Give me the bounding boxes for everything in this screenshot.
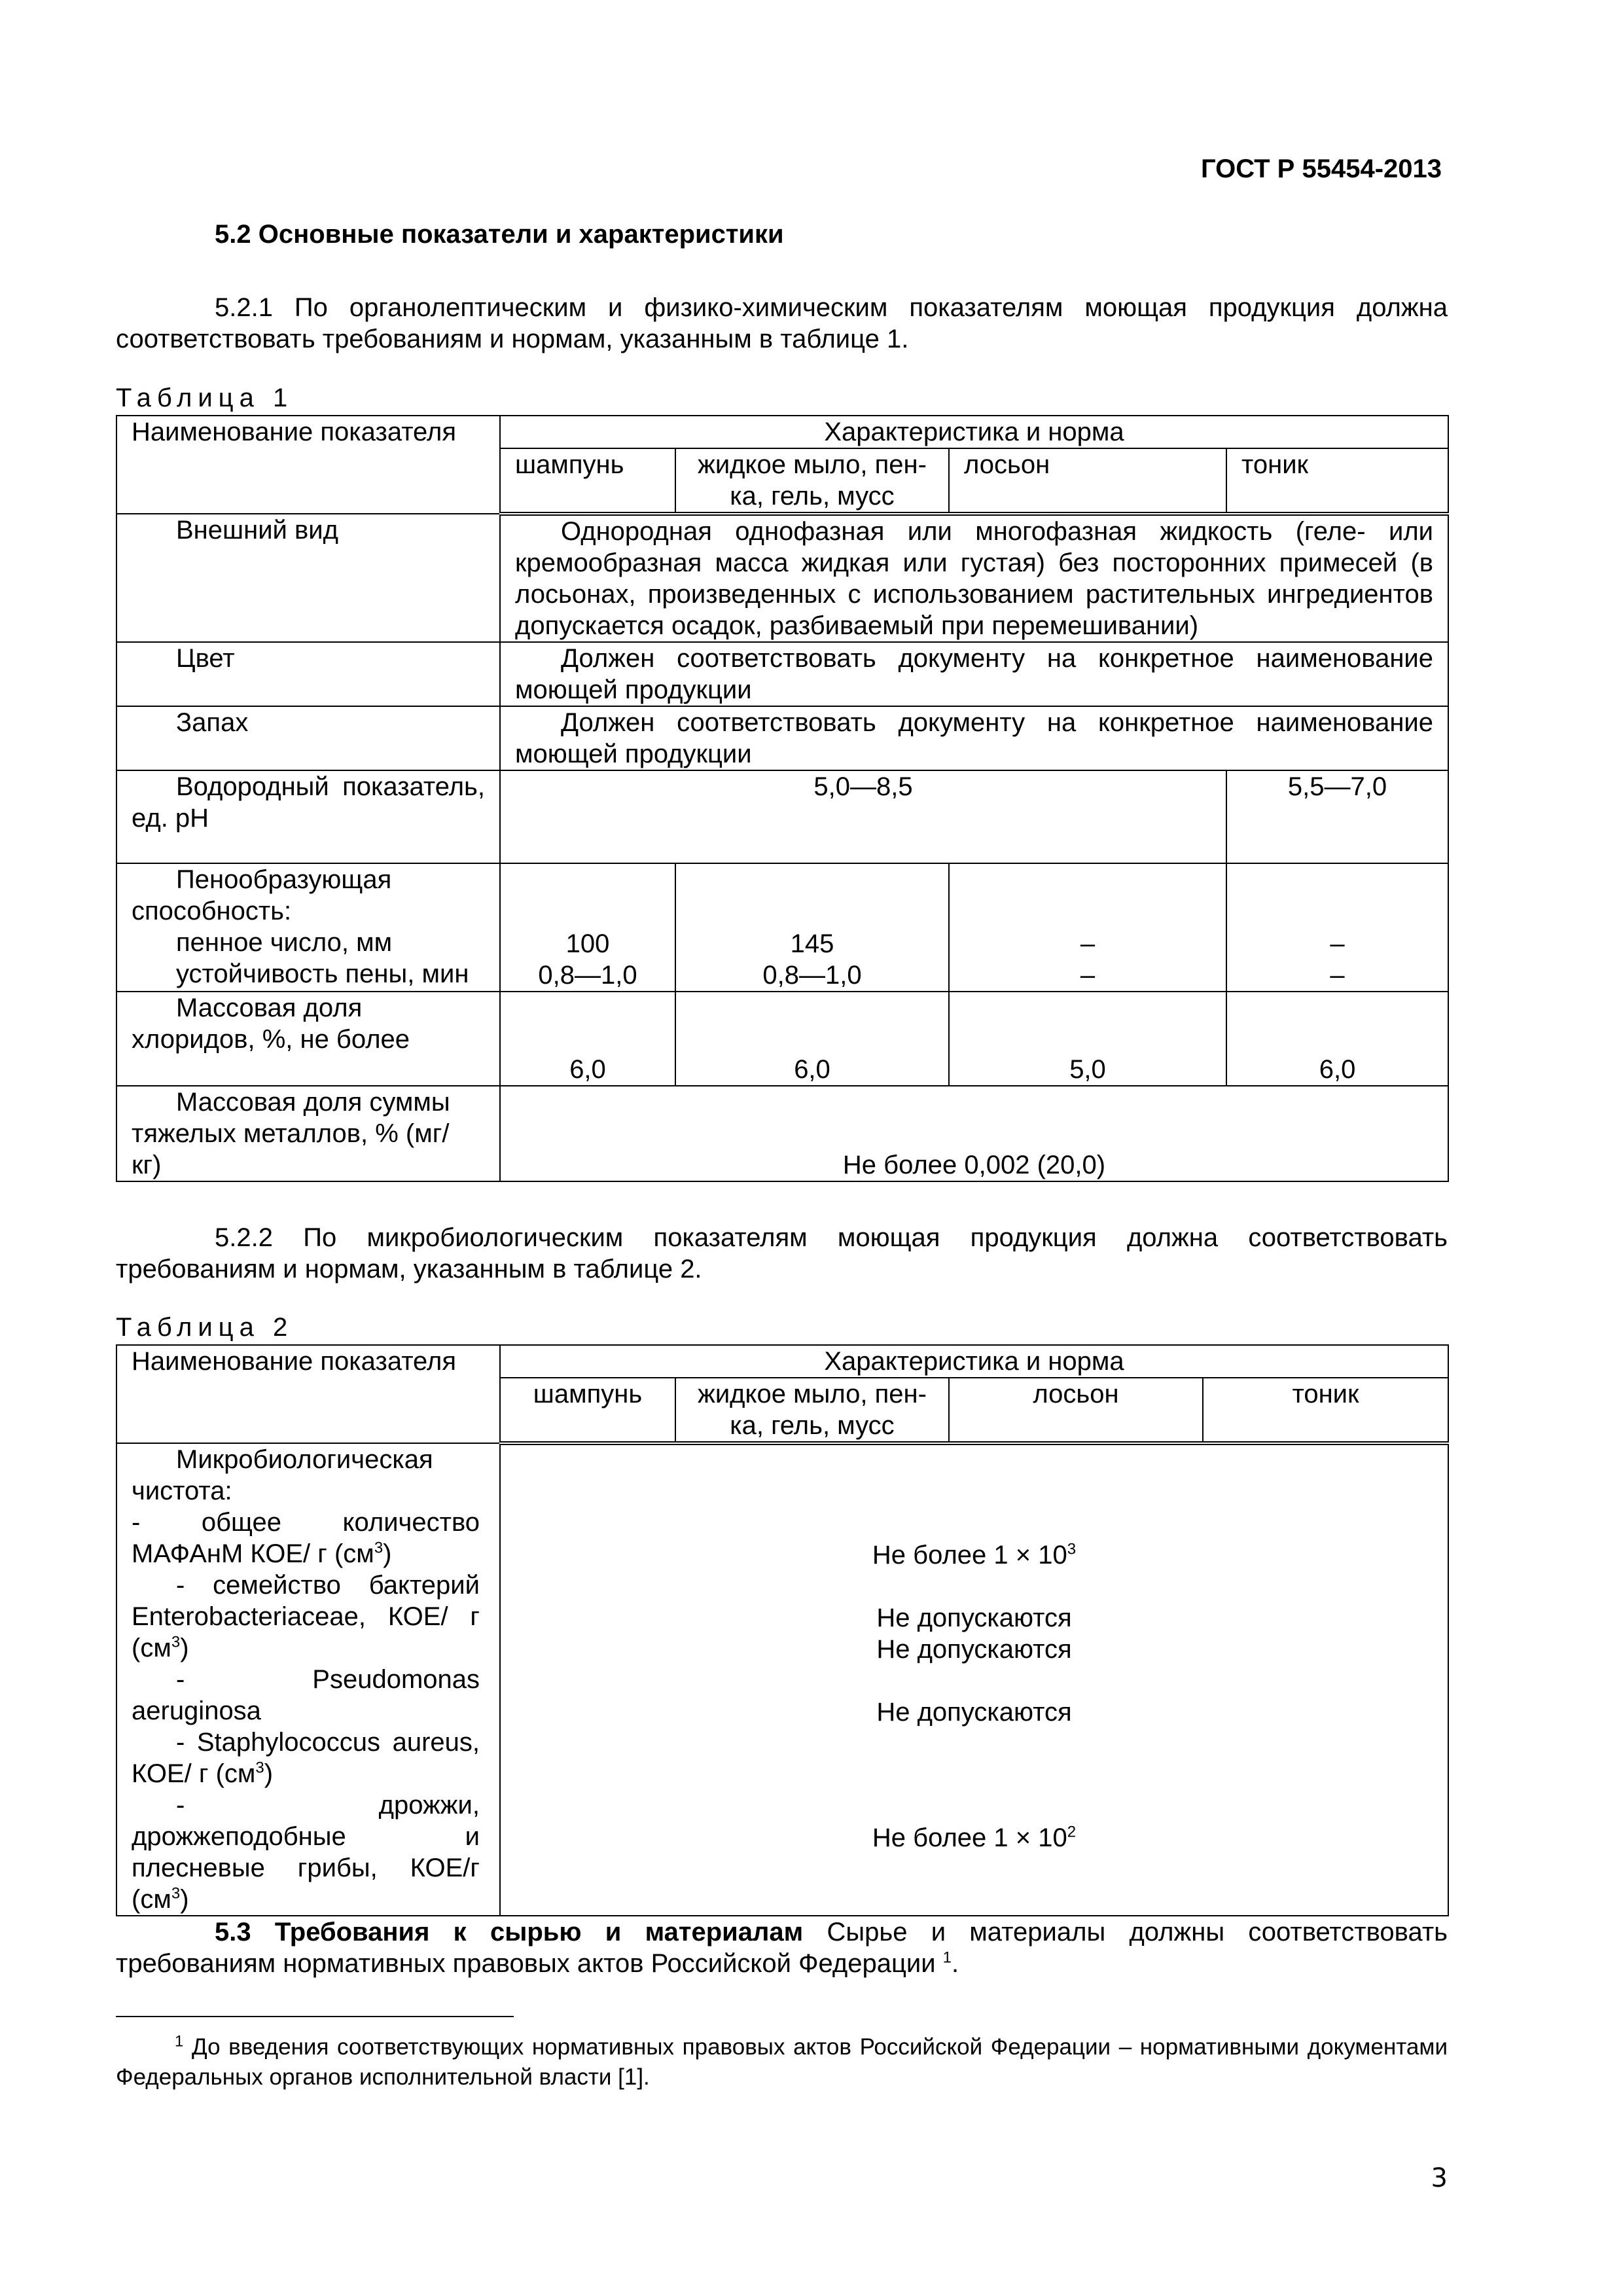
table1-chlorides-lotion: 5,0 [949,992,1226,1086]
footnote-text: До введения соответствующих нормативных правовых актов Российской Федерации – нормативными документами Федеральных органов исполнительной власти [1]. [116,2034,1448,2090]
table1-caption: Таблица 1 [116,384,294,412]
superscript: 3 [1067,1540,1077,1558]
table1-ph-value: 5,0—8,5 [500,770,1226,863]
table2-value-staphylococcus: Не допускаются [876,1698,1072,1727]
enterobacteria-label: - семейство бактерий Enterobacteriaceae, КОЕ/ г (см [132,1571,480,1662]
table2-value-yeasts [501,1822,1448,1854]
table2-header-name: Наименование показателя [116,1345,500,1443]
footnote-mark: 1 [175,2032,184,2051]
yeasts-label: - дрожжи, дрожжеподобные и плесневые грибы, КОЕ/г (см [132,1791,480,1914]
mafanm-value: Не более 1 × 10 [872,1541,1067,1570]
table1-appearance-name: Внешний вид [116,514,500,642]
table1-color-value: Должен соответствовать документу на конкретное наименование моющей продукции [500,642,1448,706]
table1-foam-soap [675,863,949,992]
table1-foam-title: Пенообразующая способность: [132,865,392,925]
paragraph-5-2-1: 5.2.1 По органолептическим и физико-химическим показателям моющая продукция должна соответствовать требованиям и нормам, указанным в таблице 1. [116,293,1448,353]
table1-metals-value: Не более 0,002 (20,0) [500,1086,1448,1181]
table1-foam-tonic [1226,863,1448,992]
foam-number-tonic: – [1330,929,1345,958]
paren-close: ) [264,1759,274,1788]
foam-stability-shampoo: 0,8—1,0 [538,961,637,990]
table2-col-tonic: тоник [1203,1378,1448,1443]
table1-smell-name: Запах [116,706,500,770]
foam-stability-lotion: – [1080,961,1096,990]
table1-appearance-value: Однородная однофазная или многофазная жидкость (геле- или кремообразная масса жидкая или густая) без посторонних примесей (в лосьонах, произведенных с использованием растительных ингредиентов допускается осадок, разбиваемый при перемешивании) [500,514,1448,642]
section-title-5-2: 5.2 Основные показатели и характеристики [215,220,784,249]
section-5-3 [116,1916,1448,1979]
table1-chlorides-tonic: 6,0 [1226,992,1448,1086]
footnote [116,2032,1448,2092]
table2-micro-values [500,1443,1448,1916]
table1-col-tonic: тоник [1226,448,1448,514]
table1 [116,415,1449,1182]
table2-micro-names [116,1443,500,1916]
mafanm-label: - общее количество МАФАнМ КОЕ/ г (см [132,1508,480,1568]
foam-stability-soap: 0,8—1,0 [762,961,862,990]
table2-caption: Таблица 2 [116,1313,294,1342]
paren-close: ) [383,1539,392,1568]
section-5-3-text: Сырье и материалы должны соответствовать требованиям нормативных правовых актов Российской Федерации [116,1918,1448,1978]
table1-foam-shampoo [500,863,675,992]
foam-number-soap: 145 [790,929,834,958]
table2-col-lotion: лосьон [949,1378,1203,1443]
table2-item-pseudomonas: - Pseudomonas aeruginosa [132,1665,480,1725]
table1-foam-lotion [949,863,1226,992]
table2-item-enterobacteria [132,1570,480,1664]
foam-number-shampoo: 100 [565,929,610,958]
yeasts-value: Не более 1 × 10 [872,1823,1067,1852]
table1-chlorides-shampoo: 6,0 [500,992,675,1086]
superscript: 2 [1067,1823,1077,1841]
paren-close: ) [180,1634,189,1662]
table2-col-soap: жидкое мыло, пен- ка, гель, мусс [675,1378,949,1443]
table1-header-name: Наименование показателя [116,416,500,514]
table1-col-lotion: лосьон [949,448,1226,514]
footnote-separator [116,2016,514,2017]
footnote-ref: 1 [942,1948,952,1967]
section-title-5-3: 5.3 Требования к сырью и материалам [215,1918,804,1946]
paren-close: ) [180,1885,189,1914]
table1-smell-value: Должен соответствовать документу на конкретное наименование моющей продукции [500,706,1448,770]
section-5-3-end: . [952,1949,959,1978]
table2-value-pseudomonas: Не допускаются [876,1635,1072,1664]
superscript: 3 [171,1884,181,1903]
table2-item-mafanm [132,1507,480,1570]
table1-color-name: Цвет [116,642,500,706]
staphylococcus-label: - Staphylococcus aureus, КОЕ/ г (см [132,1728,480,1788]
table2 [116,1344,1449,1916]
table1-foam-stability-label: устойчивость пены, мин [176,960,469,988]
table1-col-shampoo: шампунь [500,448,675,514]
table2-item-staphylococcus [132,1727,480,1789]
table2-item-yeasts [132,1789,480,1915]
table2-col-shampoo: шампунь [500,1378,675,1443]
foam-number-lotion: – [1080,929,1096,958]
document-code: ГОСТ Р 55454-2013 [1200,154,1442,183]
superscript: 3 [255,1759,264,1777]
table1-chlorides-name: Массовая доля хлоридов, %, не более [116,992,500,1086]
table2-header-group: Характеристика и норма [500,1345,1448,1378]
superscript: 3 [171,1633,181,1651]
page-number: 3 [1431,2163,1448,2193]
superscript: 3 [374,1539,383,1557]
paragraph-5-2-2: 5.2.2 По микробиологическим показателям моющая продукция должна соответствовать требованиям и нормам, указанным в таблице 2. [116,1223,1448,1283]
table1-foam-number-label: пенное число, мм [176,928,393,957]
table1-chlorides-soap: 6,0 [675,992,949,1086]
table1-metals-name: Массовая доля суммы тяжелых металлов, % (мг/кг) [116,1086,500,1181]
table1-ph-name: Водородный показатель, ед. рН [116,770,500,863]
table2-value-enterobacteria: Не допускаются [876,1604,1072,1632]
table1-ph-tonic-value: 5,5—7,0 [1226,770,1448,863]
table1-col-soap: жидкое мыло, пен- ка, гель, мусс [675,448,949,514]
table1-foam-name [116,863,500,992]
table2-micro-title: Микробиологическая чистота: [132,1445,433,1505]
foam-stability-tonic: – [1330,961,1345,990]
table1-header-group: Характеристика и норма [500,416,1448,448]
table2-value-mafanm [501,1539,1448,1571]
